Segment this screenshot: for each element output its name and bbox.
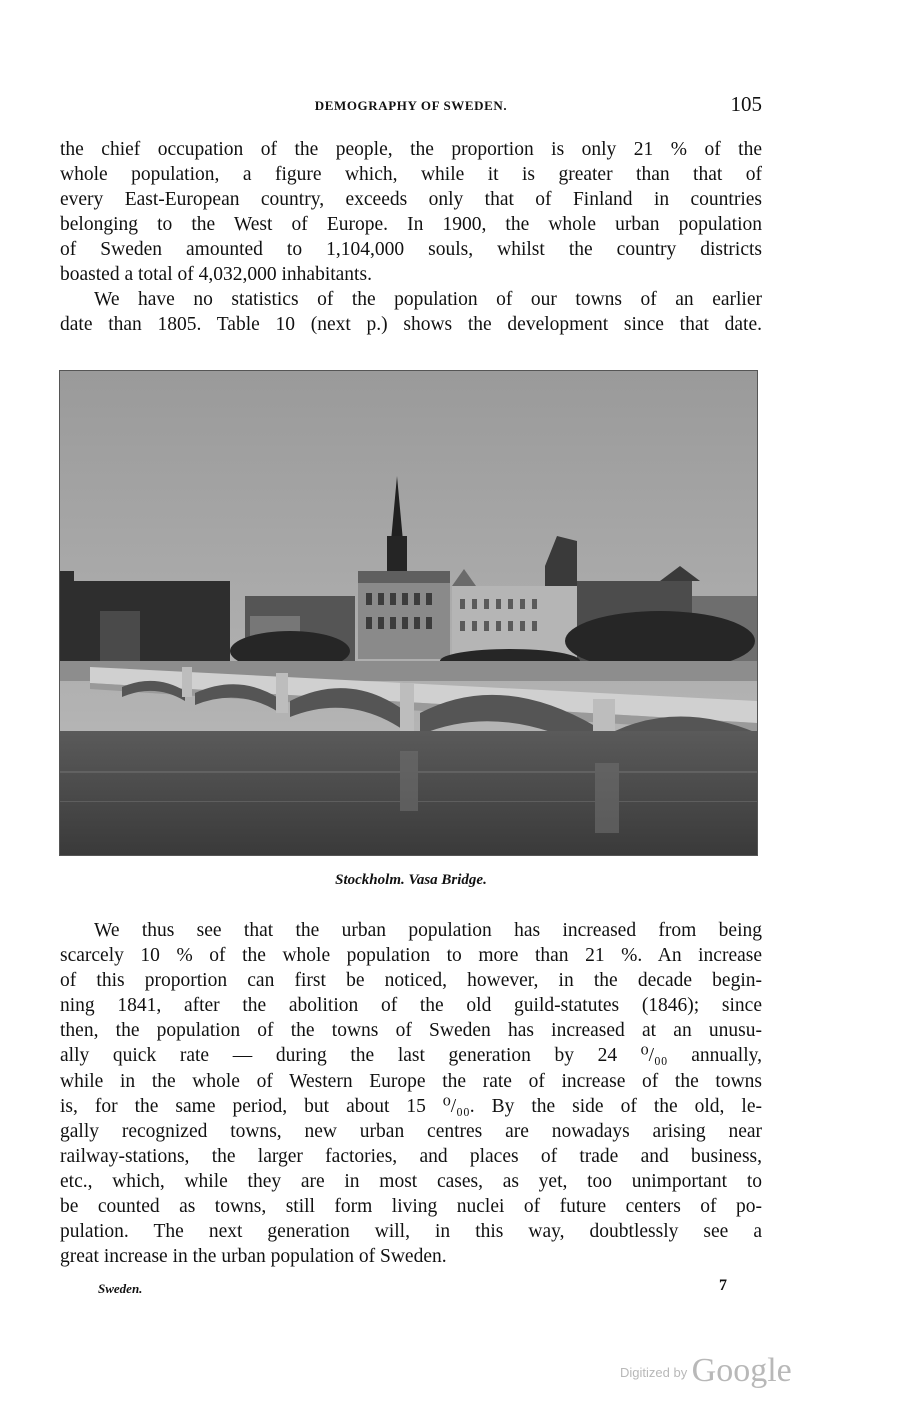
text-line: date than 1805. Table 10 (next p.) shows the development since that date.	[60, 314, 762, 336]
page-number: 105	[730, 92, 762, 116]
photo-stockholm-vasa-bridge	[59, 370, 758, 856]
text-line: be counted as towns, still form living nuclei of future centers of po-	[60, 1196, 762, 1218]
footer-sheet-number: 7	[719, 1277, 727, 1294]
text-line: ning 1841, after the abolition of the old guild-statutes (1846); since	[60, 995, 762, 1017]
running-head: DEMOGRAPHY OF SWEDEN.	[314, 98, 508, 113]
text-line: railway-stations, the larger factories, and places of trade and business,	[60, 1145, 762, 1167]
photo-illustration	[60, 371, 757, 855]
text-line: etc., which, while they are in most cases, as yet, too unimportant to	[60, 1170, 762, 1192]
text-line: whole population, a figure which, while it is greater than that of	[60, 164, 762, 186]
text-line: of this proportion can first be noticed, however, in the decade begin-	[60, 970, 762, 992]
text-line: scarcely 10 % of the whole population to more than 21 %. An increase	[60, 945, 762, 967]
paragraph-2	[60, 287, 762, 337]
text-line: great increase in the urban population of Sweden.	[60, 1246, 447, 1268]
figure-caption: Stockholm. Vasa Bridge.	[335, 872, 487, 888]
footer-signature: Sweden.	[98, 1281, 143, 1296]
text-line: We thus see that the urban population has increased from being	[94, 920, 762, 941]
text-line: pulation. The next generation will, in this way, doubtlessly see a	[60, 1221, 762, 1243]
page-header	[60, 92, 762, 122]
building-center	[358, 571, 450, 659]
text-line: gally recognized towns, new urban centres are nowadays arising near	[60, 1120, 762, 1142]
paragraph-1	[60, 137, 762, 288]
text-line: We have no statistics of the population of our towns of an earlier	[94, 289, 762, 310]
text-line: while in the whole of Western Europe the rate of increase of the towns	[60, 1070, 762, 1092]
text-line: then, the population of the towns of Sweden has increased at an unusu-	[60, 1020, 762, 1042]
text-line: is, for the same period, but about 15 ⁰/₀₀. By the side of the old, le-	[60, 1095, 762, 1117]
digitized-watermark	[620, 1352, 792, 1390]
text-line: belonging to the West of Europe. In 1900, the whole urban population	[60, 214, 762, 236]
paragraph-3	[60, 918, 762, 1269]
text-line: ally quick rate — during the last generation by 24 ⁰/₀₀ annually,	[60, 1045, 762, 1067]
watermark-brand: Google	[691, 1352, 792, 1389]
text-line: boasted a total of 4,032,000 inhabitants.	[60, 264, 372, 286]
text-line: every East-European country, exceeds only that of Finland in countries	[60, 189, 762, 211]
text-line: the chief occupation of the people, the proportion is only 21 % of the	[60, 139, 762, 160]
watermark-prefix: Digitized by	[620, 1365, 688, 1380]
text-line: of Sweden amounted to 1,104,000 souls, whilst the country districts	[60, 239, 762, 261]
